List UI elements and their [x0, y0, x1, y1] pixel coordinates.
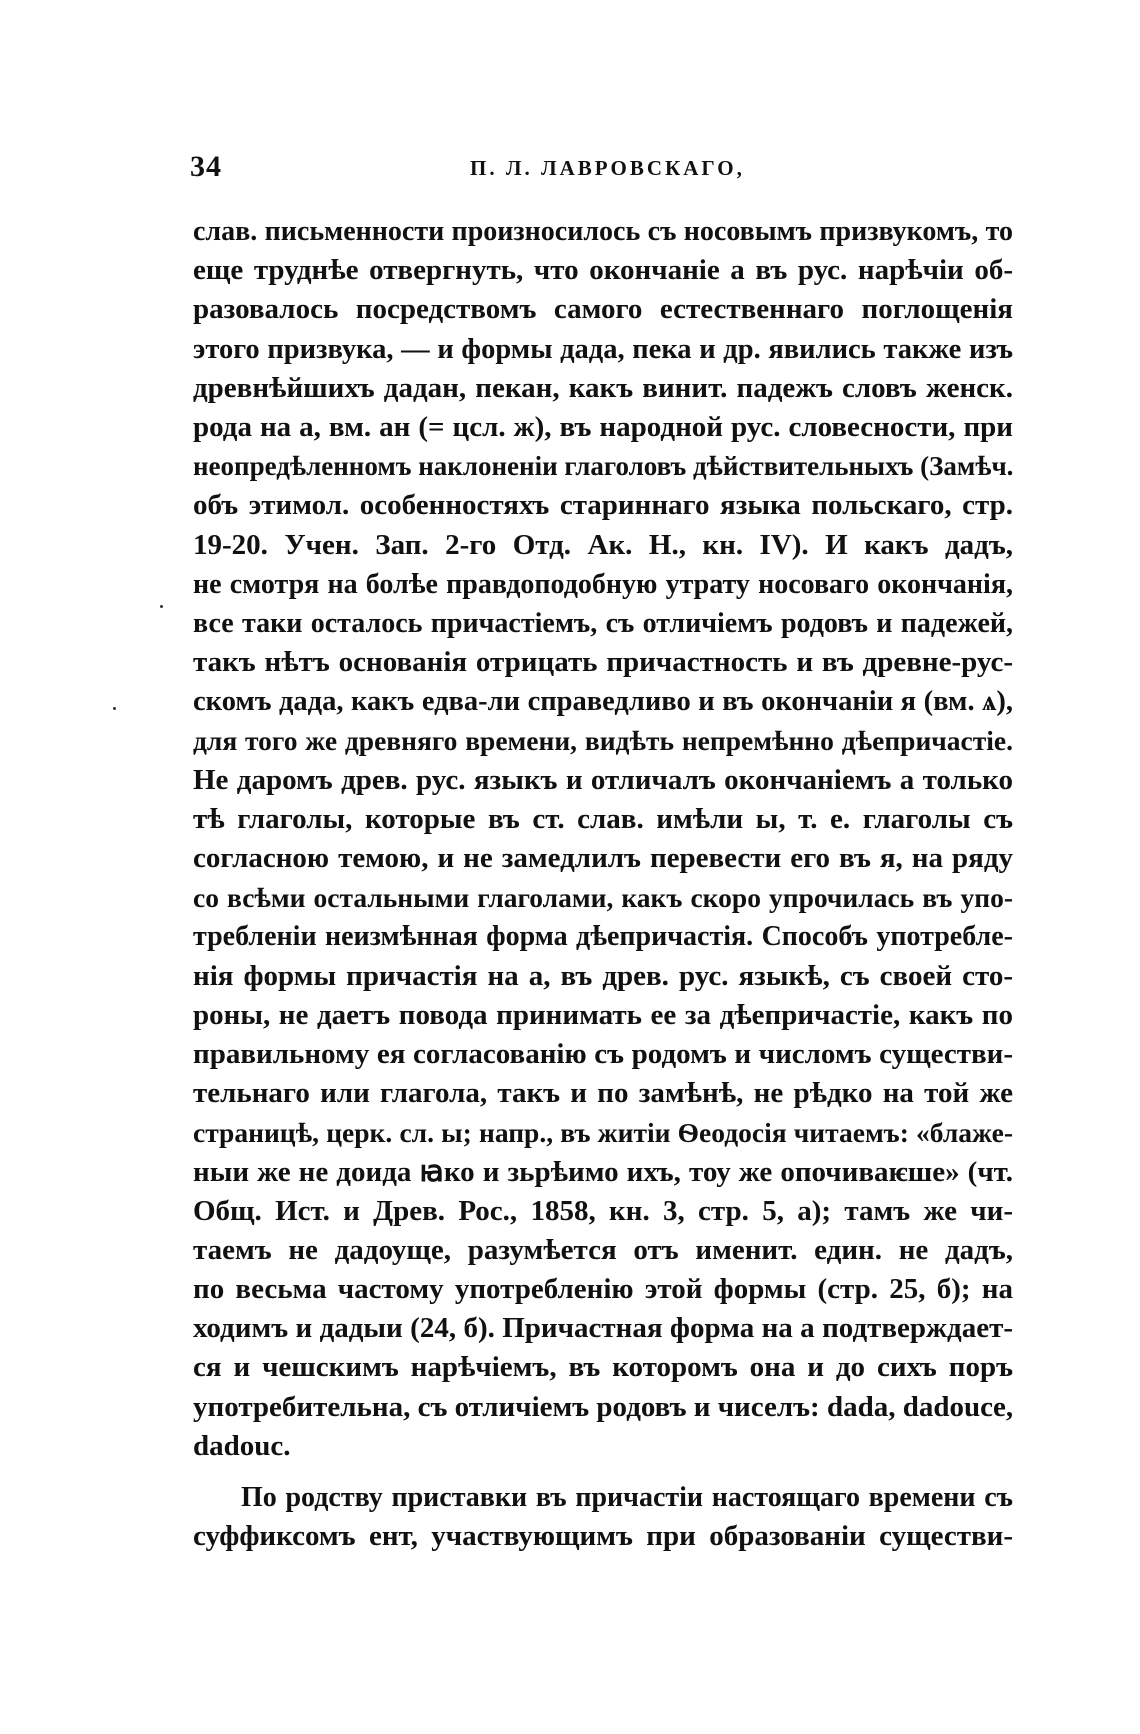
paragraph-1 [193, 212, 1013, 1466]
paragraph-gap [193, 1466, 1013, 1478]
margin-speck [160, 605, 163, 608]
text-line: все таки осталось причастіемъ, съ отличіемъ родовъ и падежей, [193, 607, 1013, 639]
text-line: скомъ дада, какъ едва-ли справедливо и въ окончаніи я (вм. ѧ), [193, 686, 1013, 718]
text-line: суффиксомъ ент, участвующимъ при образованіи существи- [193, 1520, 1013, 1553]
text-line: согласною темою, и не замедлилъ перевести его въ я, на ряду [193, 842, 1013, 874]
text-line: рода на а, вм. ан (= цсл. ж), въ народной рус. словесности, при [193, 410, 1013, 443]
text-line: ходимъ и дадыи (24, б). Причастная форма на а подтверждает- [193, 1312, 1013, 1345]
text-line: неопредѣленномъ наклоненіи глаголовъ дѣйствительныхъ (Замѣч. [193, 451, 1013, 482]
text-line: нія формы причастія на а, въ древ. рус. языкѣ, съ своей сто- [193, 959, 1013, 992]
text-line: страницѣ, церк. сл. ы; напр., въ житіи Ѳеодосія читаемъ: «блаже- [193, 1117, 1013, 1149]
page-number: 34 [190, 150, 222, 183]
text-line: dadouc. [193, 1429, 291, 1462]
text-line: ныи же не доида ꙗко и зьрѣимо ихъ, тоу же опочиваѥше» (чт. [193, 1155, 1013, 1188]
text-line: Общ. Ист. и Древ. Рос., 1858, кн. 3, стр. 5, а); тамъ же чи- [193, 1194, 1013, 1227]
text-line: объ этимол. особенностяхъ стариннаго языка польскаго, стр. [193, 489, 1013, 522]
text-line: тельнаго или глагола, такъ и по замѣнѣ, не рѣдко на той же [193, 1077, 1013, 1110]
text-line: еще труднѣе отвергнуть, что окончаніе а въ рус. нарѣчіи об- [193, 254, 1013, 287]
text-line: По родству приставки въ причастіи настоящаго времени съ [241, 1482, 1013, 1513]
text-line: древнѣйшихъ дадан, пекан, какъ винит. падежъ словъ женск. [193, 371, 1013, 404]
text-line: не смотря на болѣе правдоподобную утрату носоваго окончанія, [193, 568, 1013, 600]
text-line: 19-20. Учен. Зап. 2-го Отд. Ак. Н., кн. IV). И какъ дадъ, [193, 528, 1013, 561]
text-line: этого призвука, — и формы дада, пека и др. явились также изъ [193, 333, 1013, 365]
text-line: такъ нѣтъ основанія отрицать причастность и въ древне-рус- [193, 646, 1013, 679]
text-line: по весьма частому употребленію этой формы (стр. 25, б); на [193, 1273, 1013, 1306]
page-header [190, 150, 990, 190]
text-line: разовалось посредствомъ самого естественнаго поглощенія [193, 293, 1013, 326]
text-line: употребительна, съ отличіемъ родовъ и чиселъ: dada, dadouce, [193, 1390, 1013, 1423]
text-line: роны, не даетъ повода принимать ее за дѣепричастіе, какъ по [193, 998, 1013, 1031]
text-line: тѣ глаголы, которые въ ст. слав. имѣли ы, т. е. глаголы съ [193, 802, 1013, 835]
text-line: для того же древняго времени, видѣть непремѣнно дѣепричастіе. [193, 725, 1013, 757]
paragraph-2 [193, 1478, 1013, 1556]
text-line: Не даромъ древ. рус. языкъ и отличалъ окончаніемъ а только [193, 763, 1013, 796]
running-head: П. Л. ЛАВРОВСКАГО, [470, 156, 745, 180]
text-line: ся и чешскимъ нарѣчіемъ, въ которомъ она и до сихъ поръ [193, 1351, 1013, 1384]
margin-speck [113, 707, 116, 710]
text-line: таемъ не дадоуще, разумѣется отъ именит. един. не дадъ, [193, 1233, 1013, 1266]
text-line: правильному ея согласованію съ родомъ и числомъ существи- [193, 1037, 1013, 1070]
text-line: требленіи неизмѣнная форма дѣепричастія. Способъ употребле- [193, 921, 1013, 953]
text-line: слав. письменности произносилось съ носовымъ призвукомъ, то [193, 216, 1013, 247]
body-text [193, 212, 1013, 1556]
text-line: со всѣми остальными глаголами, какъ скоро упрочилась въ упо- [193, 882, 1013, 914]
